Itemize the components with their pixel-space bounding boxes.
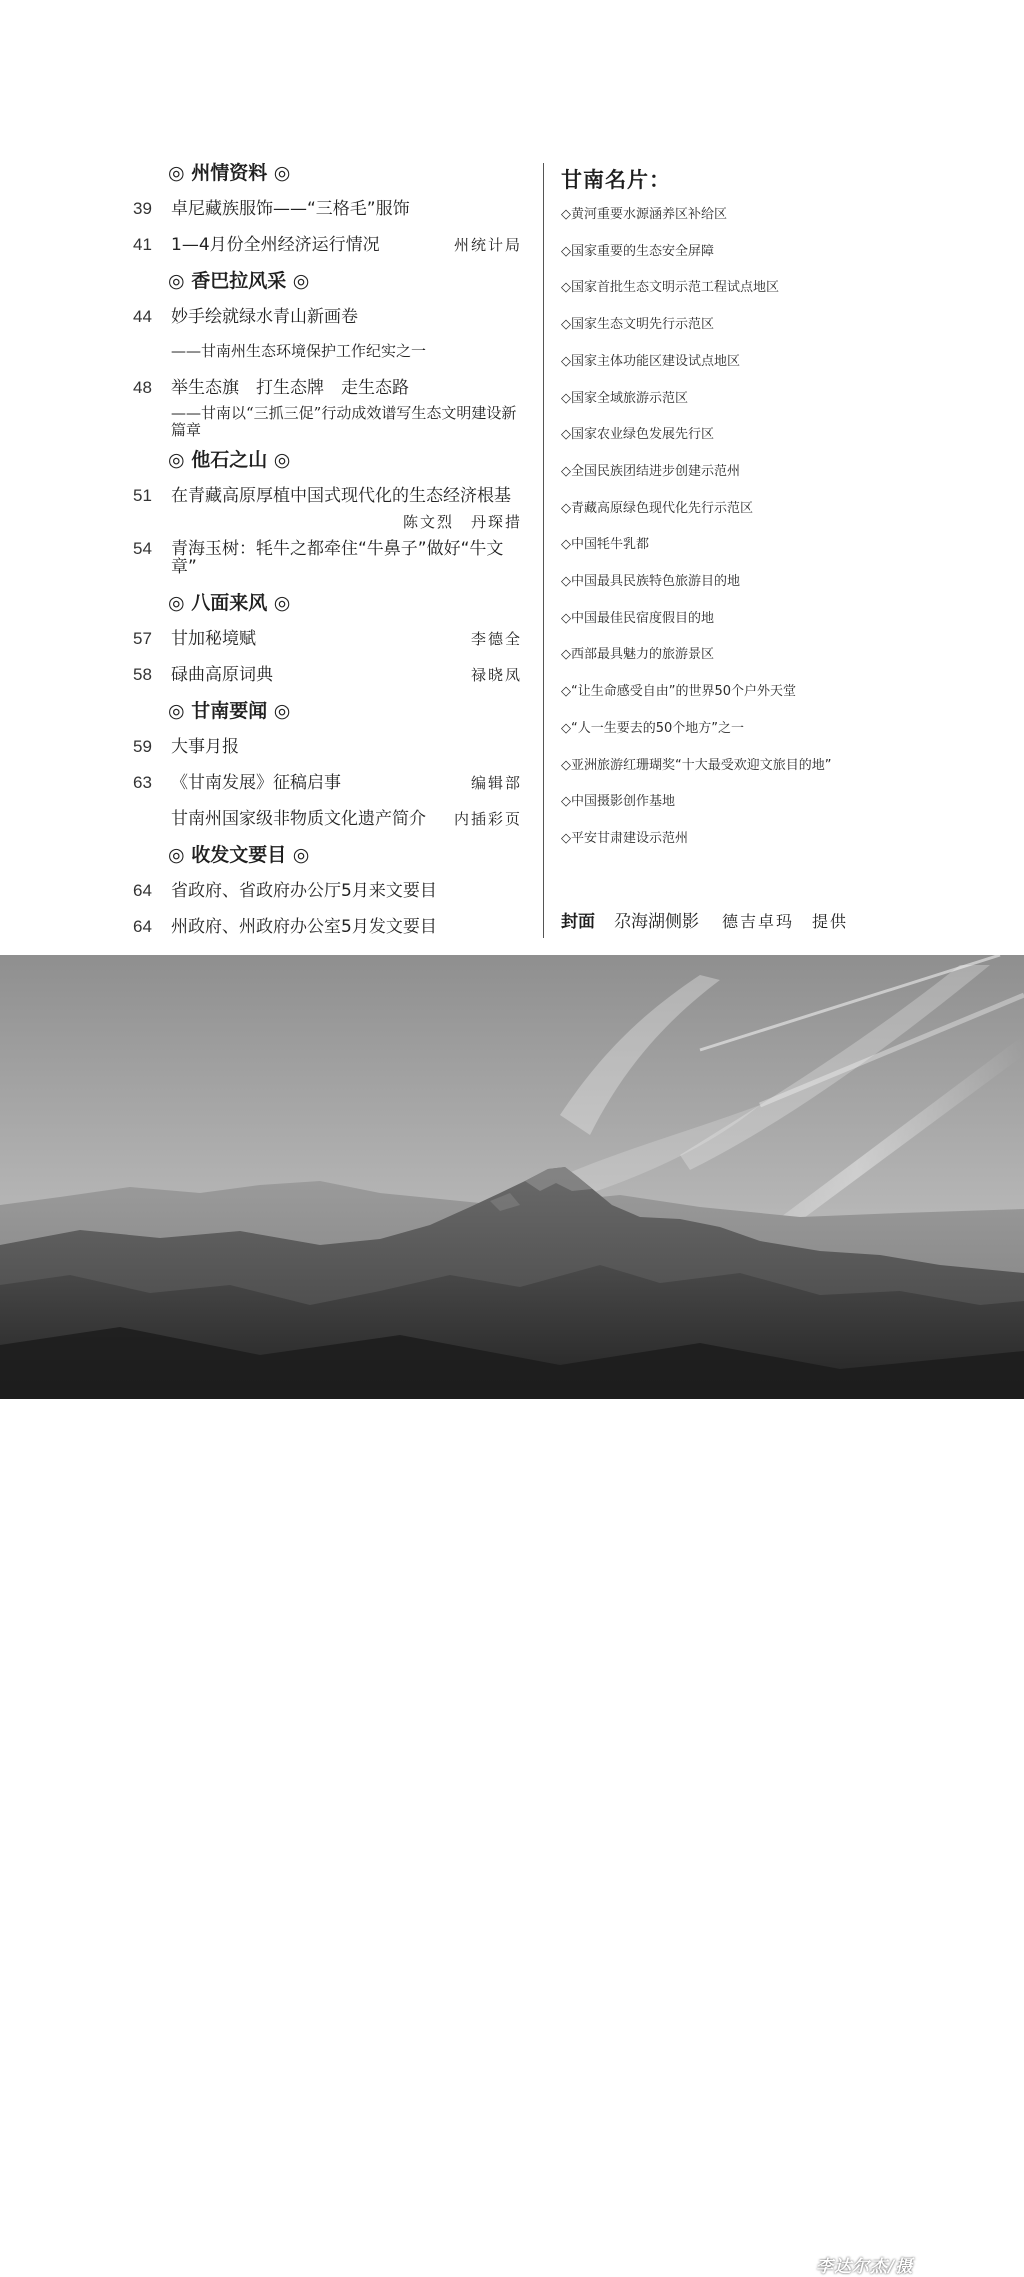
page-number: 58	[133, 665, 152, 684]
page-number: 54	[133, 539, 152, 558]
mountain-photo	[0, 955, 1024, 2277]
card-list-item: ◇亚洲旅游红珊瑚奖“十大最受欢迎文旅目的地”	[561, 758, 832, 773]
card-list-item: ◇国家首批生态文明示范工程试点地区	[561, 280, 779, 295]
page-number: 41	[133, 235, 152, 254]
article-author: 州统计局	[453, 236, 522, 254]
card-list-item: ◇西部最具魅力的旅游景区	[561, 647, 714, 662]
page-number: 63	[133, 773, 152, 792]
article-title: 甘南州国家级非物质文化遗产简介	[171, 809, 426, 829]
section-heading: ◎ 州情资料 ◎	[168, 162, 291, 184]
page-number: 57	[133, 629, 152, 648]
section-heading: ◎ 八面来风 ◎	[168, 592, 291, 614]
page-number: 59	[133, 737, 152, 756]
article-subtitle: ——甘南州生态环境保护工作纪实之一	[171, 342, 427, 360]
card-list-item: ◇国家重要的生态安全屏障	[561, 244, 714, 259]
article-title: 《甘南发展》征稿启事	[171, 773, 341, 793]
card-list-item: ◇黄河重要水源涵养区补给区	[561, 207, 727, 222]
card-list-item: ◇国家全域旅游示范区	[561, 391, 688, 406]
article-title: 举生态旗 打生态牌 走生态路	[171, 378, 409, 398]
card-list-item: ◇全国民族团结进步创建示范州	[561, 464, 740, 479]
cover-credit: 德吉卓玛 提供	[722, 912, 849, 931]
card-list-item: ◇“人一生要去的50个地方”之一	[561, 721, 745, 736]
page-number: 39	[133, 199, 152, 218]
article-title: 碌曲高原词典	[171, 665, 273, 685]
article-title: 大事月报	[171, 737, 239, 757]
cover-title: 尕海湖侧影	[614, 912, 699, 932]
card-list-item: ◇中国最具民族特色旅游目的地	[561, 574, 740, 589]
article-title: 卓尼藏族服饰——“三格毛”服饰	[171, 199, 410, 219]
page-number: 64	[133, 917, 152, 936]
card-list-item: ◇青藏高原绿色现代化先行示范区	[561, 501, 753, 516]
mountain-landscape-image	[0, 955, 1024, 1399]
section-heading: ◎ 他石之山 ◎	[168, 449, 291, 471]
article-author: 编辑部	[470, 774, 522, 792]
page-number: 64	[133, 881, 152, 900]
article-title: 甘加秘境赋	[171, 629, 256, 649]
card-list-item: ◇中国牦牛乳都	[561, 537, 649, 552]
card-list-item: ◇国家主体功能区建设试点地区	[561, 354, 740, 369]
article-author: 内插彩页	[453, 810, 522, 828]
article-title: 在青藏高原厚植中国式现代化的生态经济根基	[171, 486, 511, 506]
article-author: 陈文烈 丹琛措	[402, 513, 522, 531]
card-list-item: ◇国家生态文明先行示范区	[561, 317, 714, 332]
article-title: 妙手绘就绿水青山新画卷	[171, 307, 358, 327]
card-title: 甘南名片：	[561, 168, 671, 192]
cover-label: 封面	[561, 912, 595, 932]
article-title: 1—4月份全州经济运行情况	[171, 235, 380, 255]
card-list-item: ◇中国摄影创作基地	[561, 794, 675, 809]
page-number: 51	[133, 486, 152, 505]
article-title: 青海玉树：牦牛之都牵住“牛鼻子”做好“牛文章”	[171, 539, 504, 577]
column-divider	[543, 163, 544, 938]
article-author: 李德全	[470, 630, 522, 648]
page-number: 44	[133, 307, 152, 326]
page-number: 48	[133, 378, 152, 397]
article-title: 州政府、州政府办公室5月发文要目	[171, 917, 437, 937]
card-list-item: ◇平安甘肃建设示范州	[561, 831, 688, 846]
card-list-item: ◇国家农业绿色发展先行区	[561, 427, 714, 442]
section-heading: ◎ 香巴拉风采 ◎	[168, 270, 310, 292]
card-list-item: ◇“让生命感受自由”的世界50个户外天堂	[561, 684, 797, 699]
article-author: 禄晓凤	[470, 666, 522, 684]
table-of-contents	[0, 0, 1024, 950]
section-heading: ◎ 甘南要闻 ◎	[168, 700, 291, 722]
article-subtitle: ——甘南以“三抓三促”行动成效谱写生态文明建设新篇章	[171, 404, 517, 439]
section-heading: ◎ 收发文要目 ◎	[168, 844, 310, 866]
card-list-item: ◇中国最佳民宿度假目的地	[561, 611, 714, 626]
article-title: 省政府、省政府办公厅5月来文要目	[171, 881, 437, 901]
photo-credit: 李达尔杰/摄	[816, 2257, 914, 2277]
